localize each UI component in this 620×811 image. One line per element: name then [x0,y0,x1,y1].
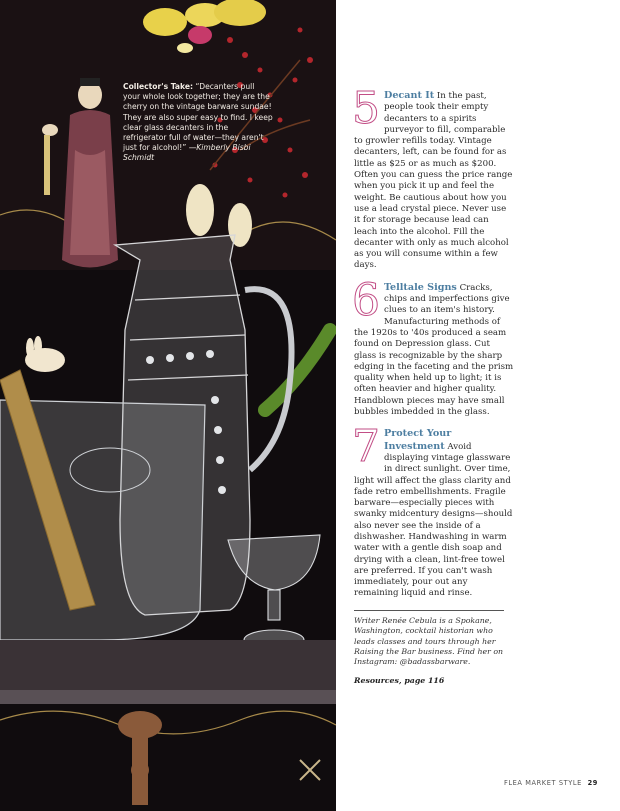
tip-heading: Telltale Signs [384,281,457,293]
page-number: 29 [587,779,598,787]
photo-caption [123,82,273,164]
divider [354,610,504,611]
tip-5 [352,83,514,272]
caption-label: Collector's Take: [123,82,194,91]
tip-6 [352,274,514,419]
author-bio: Writer Renée Cebula is a Spokane, Washington, cocktail historian who leads classes and tours through her Raising the Bar business. Find her on Instagram: @badassbarware. [354,615,504,667]
caption-text: “Decanters pull your whole look together; they are the cherry on the vintage barware sundae! They are also super easy to find. I keep clear glass decanters in the refrigerator full of water—they aren't just for alcohol!” [123,82,273,153]
tip-body: In the past, people took their empty decanters to a spirits purveyor to fill, comparable to growler refills today. Vintage decanters, left, can be found for as little as $25 or as much as $200. Often you can guess the price range when you pick it up and feel the weight. Be cautious about how you use a lead crystal piece. Never use it for storage because lead can leach into the alcohol. Fill the decanter with only as much alcohol as you will consume within a few days. [354,91,513,271]
tip-heading: Protect Your Investment [384,428,452,452]
page-folio [504,779,598,787]
tip-number: 6 [352,274,380,326]
tip-body: Cracks, chips and imperfections give clues to an item's history. Manufacturing methods of the 1920s to '40s produced a seam found on Depression glass. Cut glass is recognizable by the sharp edging in the faceting and the prism quality when held up to light; it is often heavier and higher quality. Handblown pieces may have small bubbles imbedded in the glass. [354,282,514,418]
resources-note: Resources, page 116 [354,676,445,685]
tip-heading: Decant It [384,90,435,101]
caption-credit: —Kimberly Bisbi Schmidt [123,143,251,163]
tip-7 [352,421,514,599]
tip-body: Avoid displaying vintage glassware in direct sunlight. Over time, light will affect the glass clarity and fade retro embellishments. Fragile barware—especially pieces with swanky midcentury designs—should also never see the inside of a dishwasher. Handwashing in warm water with a gentle dish soap and drying with a clean, lint-free towel are preferred. If you can't wash immediately, pour out any remaining liquid and rinse. [354,441,513,599]
tip-number: 7 [352,421,380,473]
tip-number: 5 [352,83,380,134]
article-column [352,83,514,668]
publication-name: FLEA MARKET STYLE [503,779,582,787]
